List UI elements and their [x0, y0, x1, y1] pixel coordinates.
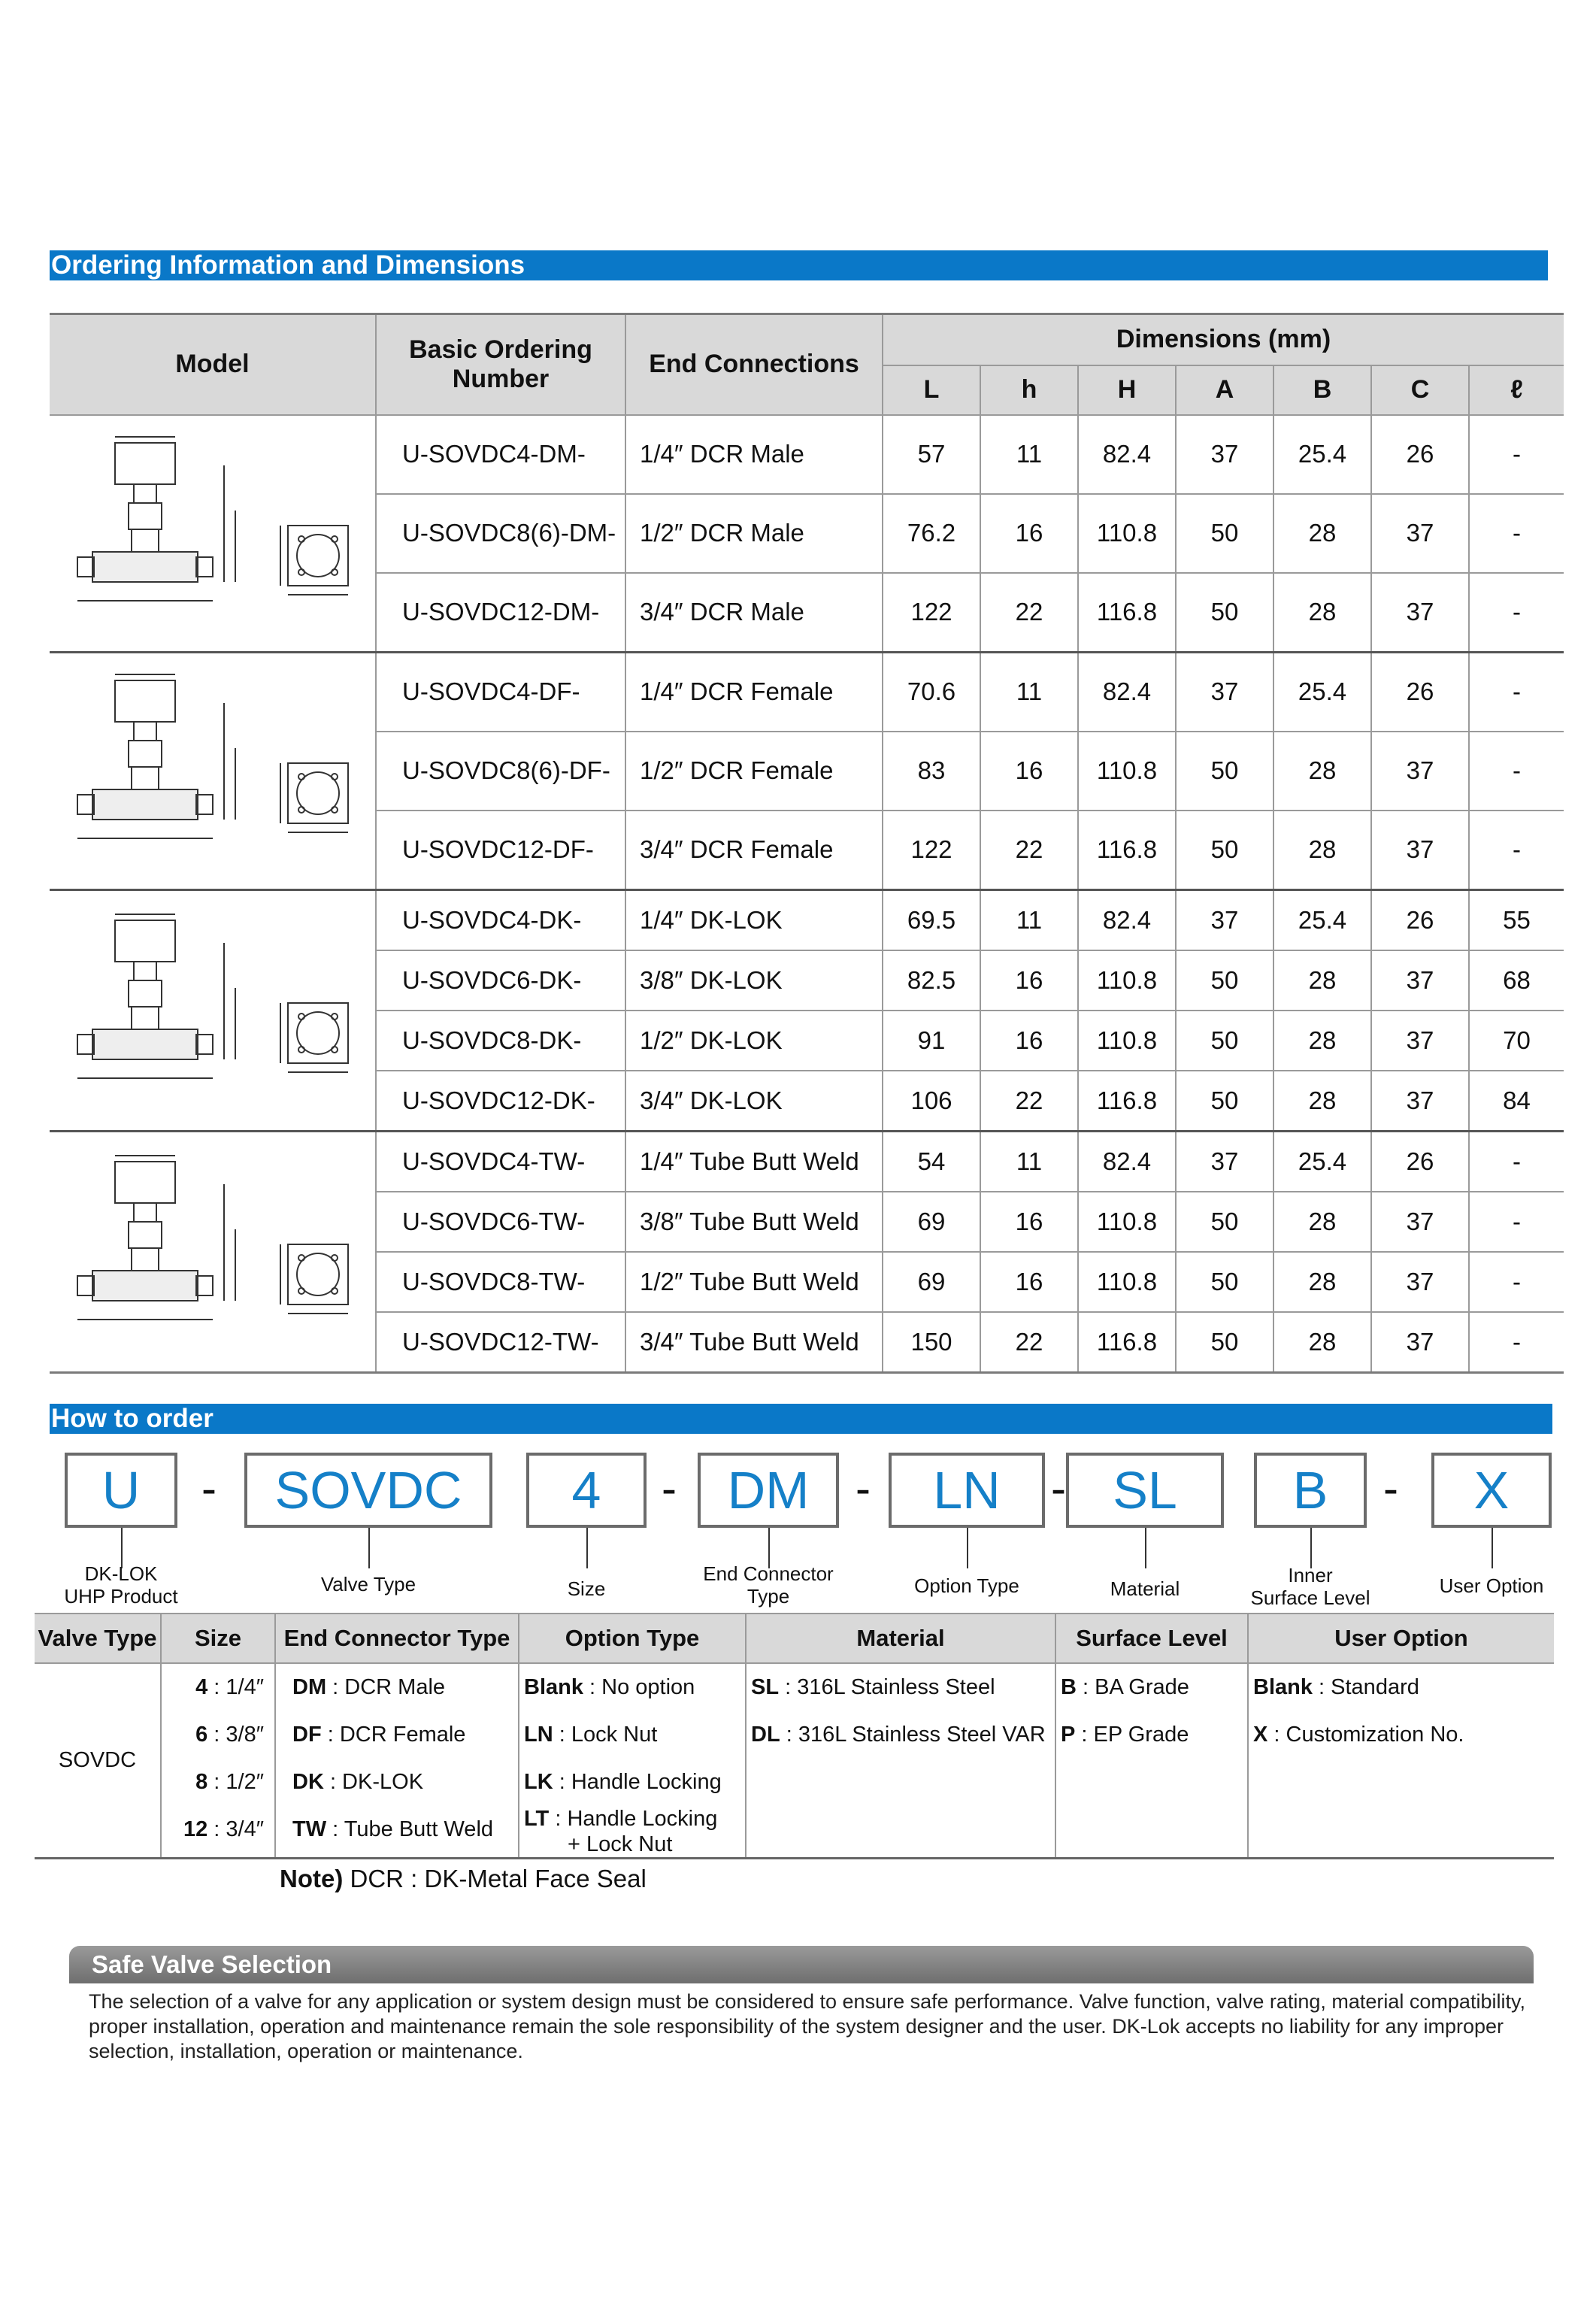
dimension-value: 16: [980, 950, 1078, 1011]
end-connection: 1/2″ DCR Female: [625, 732, 883, 811]
order-header-5: Surface Level: [1055, 1614, 1248, 1663]
header-end-connections: End Connections: [625, 314, 883, 415]
ordering-number: U-SOVDC6-TW-: [376, 1192, 625, 1252]
dimension-value: 150: [883, 1312, 980, 1373]
end-connection: 3/8″ DK-LOK: [625, 950, 883, 1011]
size-option: 6 : 3/8″: [195, 1723, 264, 1747]
dimension-value: 28: [1273, 1312, 1371, 1373]
dimension-value: 50: [1176, 1312, 1273, 1373]
ordering-number: U-SOVDC4-TW-: [376, 1131, 625, 1192]
order-code-separator: -: [201, 1463, 217, 1514]
order-code-box: DM: [698, 1453, 839, 1528]
order-code-box: SOVDC: [244, 1453, 492, 1528]
header-dimensions: Dimensions (mm): [883, 314, 1564, 365]
valve-drawing-icon: [62, 898, 363, 1123]
dimension-value: -: [1469, 415, 1564, 494]
order-header-4: Material: [746, 1614, 1055, 1663]
dimension-value: 26: [1371, 889, 1469, 950]
dimension-value: 110.8: [1078, 732, 1176, 811]
order-code-separator: -: [1051, 1463, 1066, 1514]
end-connection: 3/4″ DK-LOK: [625, 1071, 883, 1132]
dimension-value: 37: [1176, 889, 1273, 950]
order-code-connector: [1310, 1528, 1312, 1568]
section-title-ordering: Ordering Information and Dimensions: [50, 250, 1548, 280]
size-option: 8 : 1/2″: [195, 1770, 264, 1794]
order-code-label: User Option: [1439, 1574, 1544, 1597]
dimension-value: 25.4: [1273, 1131, 1371, 1192]
order-code-label: Size: [567, 1577, 606, 1600]
dimension-value: 122: [883, 811, 980, 890]
dimension-value: 25.4: [1273, 415, 1371, 494]
order-code-box: U: [65, 1453, 177, 1528]
dimension-value: 26: [1371, 415, 1469, 494]
material-option: DL : 316L Stainless Steel VAR: [751, 1723, 1046, 1747]
dimension-value: 11: [980, 889, 1078, 950]
ordering-number: U-SOVDC4-DF-: [376, 652, 625, 732]
dimension-value: -: [1469, 811, 1564, 890]
ordering-number: U-SOVDC12-DF-: [376, 811, 625, 890]
table-row: [50, 652, 1564, 732]
valve-drawing-icon: [62, 420, 363, 646]
dimension-value: 55: [1469, 889, 1564, 950]
dimension-value: 37: [1371, 1252, 1469, 1312]
order-code-connector: [1145, 1528, 1146, 1568]
header-dim-0: L: [883, 365, 980, 415]
end-connection: 3/4″ DCR Female: [625, 811, 883, 890]
order-header-6: User Option: [1248, 1614, 1554, 1663]
dimension-value: 16: [980, 1192, 1078, 1252]
order-code-connector: [368, 1528, 370, 1568]
order-options-table: [35, 1613, 1554, 1859]
end_connector-option: TW : Tube Butt Weld: [292, 1817, 494, 1841]
dimension-value: 37: [1371, 494, 1469, 573]
option-option: LT : Handle Locking + Lock Nut: [524, 1807, 718, 1856]
table-row: [50, 1131, 1564, 1192]
ordering-number: U-SOVDC8-DK-: [376, 1011, 625, 1071]
end-connection: 1/2″ DK-LOK: [625, 1011, 883, 1071]
dimension-value: 37: [1371, 811, 1469, 890]
dimension-value: 82.4: [1078, 652, 1176, 732]
ordering-number: U-SOVDC4-DK-: [376, 889, 625, 950]
safe-valve-title: Safe Valve Selection: [69, 1946, 1534, 1983]
end-connection: 1/4″ DCR Female: [625, 652, 883, 732]
dimension-value: 25.4: [1273, 652, 1371, 732]
dimension-value: -: [1469, 573, 1564, 653]
dimension-value: 68: [1469, 950, 1564, 1011]
dimension-value: 82.4: [1078, 1131, 1176, 1192]
dimension-value: 37: [1176, 652, 1273, 732]
dimension-value: 110.8: [1078, 1252, 1176, 1312]
model-image: [50, 889, 376, 1131]
dimension-value: 84: [1469, 1071, 1564, 1132]
header-dim-3: A: [1176, 365, 1273, 415]
dimension-value: 50: [1176, 1011, 1273, 1071]
ordering-number: U-SOVDC12-DM-: [376, 573, 625, 653]
dimension-value: 37: [1371, 573, 1469, 653]
dimension-value: -: [1469, 1252, 1564, 1312]
dimension-value: 16: [980, 1011, 1078, 1071]
dimension-value: 50: [1176, 494, 1273, 573]
ordering-number: U-SOVDC8(6)-DM-: [376, 494, 625, 573]
dimension-value: 57: [883, 415, 980, 494]
dimension-value: 116.8: [1078, 1312, 1176, 1373]
dimension-value: 25.4: [1273, 889, 1371, 950]
dimension-value: 16: [980, 494, 1078, 573]
dimension-value: 37: [1371, 1312, 1469, 1373]
option-cell: [519, 1663, 746, 1859]
dimension-value: 28: [1273, 950, 1371, 1011]
valve-drawing-icon: [62, 1139, 363, 1365]
order-header-2: End Connector Type: [275, 1614, 519, 1663]
size-cell: [161, 1663, 275, 1859]
dimension-value: -: [1469, 652, 1564, 732]
order-code-label: Material: [1110, 1577, 1180, 1600]
header-model: Model: [50, 314, 376, 415]
dimension-value: 28: [1273, 1192, 1371, 1252]
dimension-value: 50: [1176, 573, 1273, 653]
dimension-value: 106: [883, 1071, 980, 1132]
order-header-0: Valve Type: [35, 1614, 161, 1663]
dimension-value: 37: [1176, 415, 1273, 494]
dimension-value: 110.8: [1078, 1192, 1176, 1252]
end-connection: 1/4″ DCR Male: [625, 415, 883, 494]
dimension-value: 82.4: [1078, 415, 1176, 494]
surface-option: P : EP Grade: [1061, 1723, 1189, 1747]
dimension-value: 50: [1176, 732, 1273, 811]
end_connector-option: DK : DK-LOK: [292, 1770, 424, 1794]
dimension-value: 70.6: [883, 652, 980, 732]
dimension-value: 50: [1176, 1252, 1273, 1312]
ordering-number: U-SOVDC12-DK-: [376, 1071, 625, 1132]
option-option: LK : Handle Locking: [524, 1770, 722, 1794]
dimension-value: 110.8: [1078, 1011, 1176, 1071]
order-code-label: End Connector Type: [703, 1562, 834, 1608]
dimension-value: 69.5: [883, 889, 980, 950]
order-code-connector: [586, 1528, 588, 1568]
dimension-value: 37: [1371, 1192, 1469, 1252]
header-basic-ordering: Basic Ordering Number: [376, 314, 625, 415]
safe-valve-text: The selection of a valve for any application or system design must be considered to ensure safe performance. Valve function, valve rating, material compatibility, proper installation, operation and maintenance remain the sole responsibility of the system designer and the user. DK-Lok accepts no liability for any improper selection, installation, operation or maintenance.: [89, 1990, 1525, 2062]
user-option: X : Customization No.: [1253, 1723, 1464, 1747]
order-header-3: Option Type: [519, 1614, 746, 1663]
order-code-separator: -: [662, 1463, 677, 1514]
dimension-value: 50: [1176, 811, 1273, 890]
dimension-value: 28: [1273, 811, 1371, 890]
dimension-value: 37: [1371, 1071, 1469, 1132]
end_connector-option: DF : DCR Female: [292, 1723, 466, 1747]
order-code-label: Inner Surface Level: [1250, 1564, 1370, 1609]
size-option: 12 : 3/4″: [183, 1817, 264, 1841]
dimension-value: 28: [1273, 573, 1371, 653]
dimension-value: 37: [1371, 1011, 1469, 1071]
size-option: 4 : 1/4″: [195, 1675, 264, 1699]
end-connection: 3/4″ DCR Male: [625, 573, 883, 653]
dimension-value: 11: [980, 1131, 1078, 1192]
dimension-value: 83: [883, 732, 980, 811]
material-cell: [746, 1663, 1055, 1859]
order-code-box: LN: [889, 1453, 1045, 1528]
dimension-value: 69: [883, 1192, 980, 1252]
dimension-value: 28: [1273, 1071, 1371, 1132]
dimension-value: 110.8: [1078, 494, 1176, 573]
valve-drawing-icon: [62, 658, 363, 883]
dimension-value: 116.8: [1078, 811, 1176, 890]
dimension-value: 28: [1273, 732, 1371, 811]
table-row: [50, 415, 1564, 494]
dimension-value: -: [1469, 1131, 1564, 1192]
dimension-value: 70: [1469, 1011, 1564, 1071]
dimension-value: -: [1469, 732, 1564, 811]
order-code-separator: -: [1383, 1463, 1398, 1514]
end-connection: 3/8″ Tube Butt Weld: [625, 1192, 883, 1252]
ordering-number: U-SOVDC8(6)-DF-: [376, 732, 625, 811]
ordering-number: U-SOVDC8-TW-: [376, 1252, 625, 1312]
dimension-value: 82.5: [883, 950, 980, 1011]
end_connector-option: DM : DCR Male: [292, 1675, 446, 1699]
dimension-value: -: [1469, 1192, 1564, 1252]
dimension-value: 16: [980, 732, 1078, 811]
order-code-label: Valve Type: [320, 1573, 416, 1595]
order-code-box: B: [1254, 1453, 1367, 1528]
end-connection: 1/2″ DCR Male: [625, 494, 883, 573]
order-code-separator: -: [856, 1463, 871, 1514]
option-option: Blank : No option: [524, 1675, 695, 1699]
dimension-value: 122: [883, 573, 980, 653]
dimension-value: 37: [1371, 950, 1469, 1011]
order-code-connector: [967, 1528, 968, 1568]
dimension-value: 110.8: [1078, 950, 1176, 1011]
model-image: [50, 652, 376, 889]
option-option: LN : Lock Nut: [524, 1723, 658, 1747]
dimension-value: 54: [883, 1131, 980, 1192]
dimension-value: 37: [1371, 732, 1469, 811]
model-image: [50, 415, 376, 653]
surface-cell: [1055, 1663, 1248, 1859]
order-code-label: Option Type: [914, 1574, 1019, 1597]
model-image: [50, 1131, 376, 1372]
dimension-value: 28: [1273, 1252, 1371, 1312]
table-row: [50, 889, 1564, 950]
surface-option: B : BA Grade: [1061, 1675, 1189, 1699]
dimension-value: 26: [1371, 1131, 1469, 1192]
order-code-box: X: [1431, 1453, 1552, 1528]
ordering-number: U-SOVDC12-TW-: [376, 1312, 625, 1373]
dimension-value: 28: [1273, 494, 1371, 573]
header-dim-1: h: [980, 365, 1078, 415]
dimension-value: 116.8: [1078, 573, 1176, 653]
dimension-value: 50: [1176, 1192, 1273, 1252]
ordering-number: U-SOVDC6-DK-: [376, 950, 625, 1011]
end-connection: 1/2″ Tube Butt Weld: [625, 1252, 883, 1312]
dimension-value: 69: [883, 1252, 980, 1312]
dimensions-table: [50, 313, 1564, 1374]
dimension-value: 82.4: [1078, 889, 1176, 950]
end-connection: 3/4″ Tube Butt Weld: [625, 1312, 883, 1373]
header-dim-6: ℓ: [1469, 365, 1564, 415]
dimension-value: -: [1469, 494, 1564, 573]
header-dim-5: C: [1371, 365, 1469, 415]
header-dim-4: B: [1273, 365, 1371, 415]
dimension-value: 22: [980, 1071, 1078, 1132]
end-connector-cell: [275, 1663, 519, 1859]
header-dim-2: H: [1078, 365, 1176, 415]
dimension-value: 50: [1176, 1071, 1273, 1132]
end-connection: 1/4″ Tube Butt Weld: [625, 1131, 883, 1192]
user-option-cell: [1248, 1663, 1554, 1859]
dimension-value: 91: [883, 1011, 980, 1071]
ordering-number: U-SOVDC4-DM-: [376, 415, 625, 494]
order-code-box: SL: [1066, 1453, 1224, 1528]
end-connection: 1/4″ DK-LOK: [625, 889, 883, 950]
material-option: SL : 316L Stainless Steel: [751, 1675, 995, 1699]
order-code-connector: [1492, 1528, 1493, 1568]
dimension-value: 22: [980, 573, 1078, 653]
order-code-label: DK-LOK UHP Product: [64, 1562, 178, 1608]
order-code-box: 4: [526, 1453, 647, 1528]
dimension-value: 28: [1273, 1011, 1371, 1071]
section-title-how-to-order: How to order: [50, 1404, 1552, 1434]
user-option: Blank : Standard: [1253, 1675, 1419, 1699]
dimension-value: -: [1469, 1312, 1564, 1373]
dimension-value: 37: [1176, 1131, 1273, 1192]
dimension-value: 26: [1371, 652, 1469, 732]
dimension-value: 22: [980, 1312, 1078, 1373]
order-header-1: Size: [161, 1614, 275, 1663]
dimension-value: 11: [980, 415, 1078, 494]
dimension-value: 16: [980, 1252, 1078, 1312]
dimension-value: 11: [980, 652, 1078, 732]
dimension-value: 116.8: [1078, 1071, 1176, 1132]
dimension-value: 50: [1176, 950, 1273, 1011]
dimension-value: 76.2: [883, 494, 980, 573]
valve-type-cell: SOVDC: [35, 1663, 161, 1859]
note: Note) DCR : DK-Metal Face Seal: [280, 1865, 647, 1892]
dimension-value: 22: [980, 811, 1078, 890]
